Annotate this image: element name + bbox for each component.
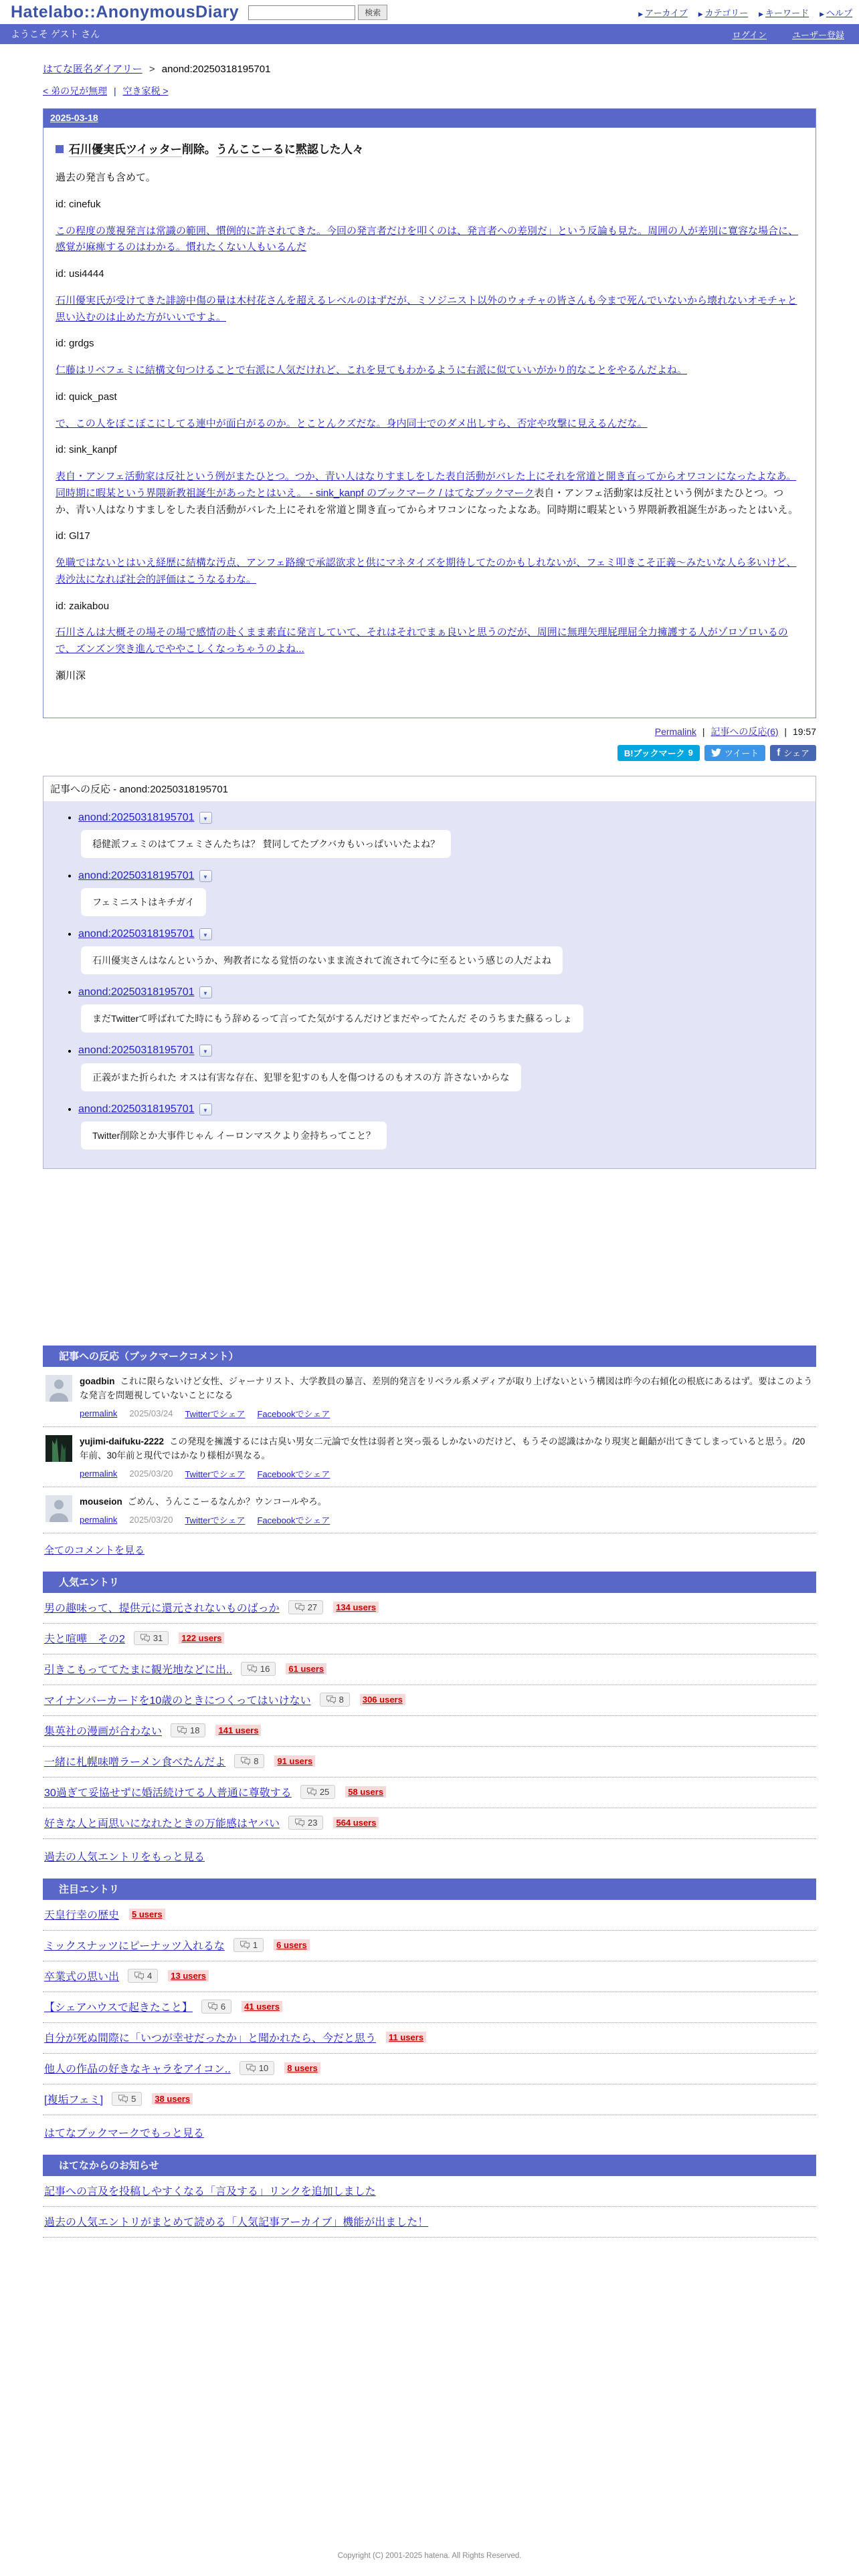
comment-bubble-icon bbox=[326, 1695, 337, 1704]
comment-count-badge[interactable] bbox=[134, 1631, 169, 1645]
notice-row bbox=[43, 2207, 816, 2238]
quote-paragraph bbox=[56, 416, 803, 433]
entry-row bbox=[43, 1961, 816, 1992]
copyright-text: Copyright (C) 2001-2025 hatena. All Rights Reserved. bbox=[337, 2551, 522, 2560]
reactions-list-area bbox=[43, 801, 816, 1168]
comment-body bbox=[80, 1435, 814, 1463]
entry-title-link[interactable]: 自分が死ぬ間際に「いつが幸せだったか」と聞かれたら、今だと思う bbox=[44, 2032, 377, 2044]
search-button[interactable]: 検索 bbox=[358, 5, 387, 20]
comment-permalink-link[interactable]: permalink bbox=[80, 1514, 118, 1525]
twitter-share-link[interactable]: Twitterでシェア bbox=[185, 1408, 246, 1419]
entry-row bbox=[43, 1931, 816, 1961]
reaction-comment: 石川優実さんはなんというか、殉教者になる覚悟のないまま流されて流されて今に至るという感じの人だよね bbox=[81, 946, 563, 974]
comment-bubble-icon bbox=[294, 1818, 305, 1827]
facebook-share-button[interactable]: f シェア bbox=[770, 745, 816, 761]
users-badge[interactable]: 41 users bbox=[242, 2001, 282, 2012]
notice-link[interactable]: 過去の人気エントリがまとめて読める「人気記事アーカイブ」機能が出ました！ bbox=[44, 2216, 429, 2228]
users-badge[interactable]: 141 users bbox=[215, 1725, 261, 1736]
entry-row bbox=[43, 2023, 816, 2054]
comment-date: 2025/03/24 bbox=[129, 1408, 173, 1418]
comment-count: 8 bbox=[254, 1755, 259, 1766]
chevron-down-icon: ▼ bbox=[203, 932, 208, 938]
breadcrumb bbox=[43, 62, 816, 76]
article-footer bbox=[43, 725, 816, 738]
users-badge[interactable]: 134 users bbox=[333, 1602, 379, 1613]
reaction-anond-link[interactable]: anond:20250318195701 bbox=[78, 1103, 195, 1115]
entry-title-link[interactable]: 30過ぎて妥協せずに婚活続けてる人普通に尊敬する bbox=[44, 1787, 292, 1799]
permalink-link[interactable]: Permalink bbox=[654, 726, 696, 737]
bookmark-count: 9 bbox=[688, 748, 693, 758]
expand-tree-button[interactable] bbox=[199, 928, 212, 940]
comment-count-badge[interactable] bbox=[201, 2000, 231, 2014]
top-header bbox=[0, 0, 859, 24]
twitter-share-link[interactable]: Twitterでシェア bbox=[185, 1515, 246, 1525]
entry-square-icon bbox=[56, 145, 64, 153]
entry-title-link[interactable]: [複垢フェミ] bbox=[44, 2094, 104, 2106]
title-text: 氏 bbox=[114, 143, 126, 156]
notices-heading: はてなからのお知らせ bbox=[43, 2155, 816, 2176]
reaction-item bbox=[78, 812, 798, 863]
title-text: 削除。 bbox=[181, 143, 216, 156]
users-badge[interactable]: 564 users bbox=[333, 1817, 379, 1828]
comment-body bbox=[80, 1375, 814, 1403]
comment-count-badge[interactable] bbox=[288, 1600, 323, 1614]
comment-count-badge[interactable] bbox=[234, 1754, 264, 1768]
entry-title-link[interactable]: ミックスナッツにピーナッツ入れるな bbox=[44, 1940, 225, 1952]
reactions-section bbox=[43, 776, 816, 1169]
reaction-comment: まだTwitterて呼ばれてた時にもう辞めるって言ってた気がするんだけどまだやってたんだ そのうちまた蘇るっしょ bbox=[81, 1004, 583, 1033]
comment-count-badge[interactable] bbox=[300, 1785, 335, 1799]
breadcrumb-separator: > bbox=[149, 64, 155, 75]
chevron-down-icon: ▼ bbox=[203, 873, 208, 880]
comment-bubble-icon bbox=[177, 1726, 187, 1735]
comment-count-badge[interactable] bbox=[128, 1969, 158, 1983]
reactions-heading: 記事への反応 - anond:20250318195701 bbox=[43, 776, 816, 801]
chevron-down-icon: ▼ bbox=[203, 1107, 208, 1113]
username: mouseion bbox=[80, 1496, 122, 1507]
reaction-anond-link[interactable]: anond:20250318195701 bbox=[78, 869, 195, 881]
featured-entries-heading: 注目エントリ bbox=[43, 1879, 816, 1900]
comment-count: 16 bbox=[260, 1663, 270, 1674]
welcome-bar bbox=[0, 24, 859, 44]
article-title bbox=[56, 140, 803, 156]
reaction-item bbox=[78, 870, 798, 922]
login-link[interactable]: ログイン bbox=[732, 29, 767, 40]
comment-permalink-link[interactable]: permalink bbox=[80, 1468, 118, 1479]
title-text: 石川優実 bbox=[69, 143, 114, 156]
comment-links bbox=[80, 1513, 814, 1526]
users-badge[interactable]: 306 users bbox=[360, 1694, 405, 1705]
footer-separator: | bbox=[784, 726, 787, 737]
article-box bbox=[43, 108, 816, 718]
commenter-id: id: usi4444 bbox=[56, 268, 104, 280]
entry-title-link[interactable]: 一緒に札幌味噌ラーメン食べたんだよ bbox=[44, 1756, 226, 1768]
users-badge[interactable]: 6 users bbox=[274, 1939, 310, 1951]
username: goadbin bbox=[80, 1376, 115, 1386]
expand-tree-button[interactable] bbox=[199, 812, 212, 824]
bookmark-comment bbox=[43, 1487, 816, 1533]
users-badge[interactable]: 58 users bbox=[345, 1786, 386, 1798]
quote-link[interactable]: この程度の蔑視発言は常識の範囲、慣例的に許されてきた。今回の発言者だけを叩くのは、発言者への差別だ」という反論も見た。周囲の人が差別に寛容な場合に、感覚が麻痺するのはわかる。慣れたくない人もいるんだ bbox=[56, 225, 799, 253]
comment-count: 8 bbox=[339, 1694, 344, 1705]
comment-count-badge[interactable] bbox=[288, 1816, 323, 1830]
comment-count-badge[interactable] bbox=[112, 2092, 142, 2106]
entry-title-link[interactable]: 好きな人と両思いになれたときの万能感はヤバい bbox=[44, 1818, 280, 1830]
entry-row bbox=[43, 1900, 816, 1931]
person-silhouette-icon bbox=[45, 1495, 72, 1522]
twitter-bird-icon bbox=[711, 748, 721, 757]
comment-count-badge[interactable] bbox=[240, 2061, 274, 2075]
entry-title-link[interactable]: 男の趣味って、提供元に還元されないものばっか bbox=[44, 1602, 280, 1614]
user-avatar bbox=[45, 1495, 72, 1522]
top-nav bbox=[638, 6, 852, 19]
commenter-id: id: Gl17 bbox=[56, 530, 90, 542]
top-nav-link[interactable]: ▶ カテゴリー bbox=[698, 8, 749, 18]
person-silhouette-icon bbox=[45, 1375, 72, 1402]
chevron-down-icon: ▼ bbox=[203, 815, 208, 822]
arrow-right-icon: ▶ bbox=[698, 11, 703, 17]
article-date-bar bbox=[43, 109, 816, 128]
commenter-id: id: cinefuk bbox=[56, 198, 101, 210]
comment-count: 18 bbox=[190, 1725, 200, 1735]
entry-row bbox=[43, 1716, 816, 1747]
reaction-comment: 穏健派フェミのはてフェミさんたちは？ 賛同してたブクバカもいっぱいいたよね？ bbox=[81, 830, 451, 858]
article-paragraph: 瀬川深 bbox=[56, 669, 86, 681]
comment-bubble-icon bbox=[207, 2002, 218, 2011]
facebook-share-link[interactable]: Facebookでシェア bbox=[257, 1408, 330, 1419]
footer-separator: | bbox=[702, 726, 705, 737]
users-badge[interactable]: 8 users bbox=[284, 2062, 320, 2074]
entry-row bbox=[43, 2054, 816, 2084]
quote-paragraph bbox=[56, 469, 803, 518]
comment-count: 1 bbox=[252, 1939, 258, 1950]
entry-title-link[interactable]: 他人の作品の好きなキャラをアイコン.. bbox=[44, 2063, 231, 2075]
comment-bubble-icon bbox=[246, 2064, 256, 2072]
reaction-comment: 正義がまた折られた オスは有害な存在、犯罪を犯すのも人を傷つけるのもオスの方 許さないからな bbox=[81, 1063, 521, 1091]
notice-link[interactable]: 記事への言及を投稿しやすくなる「言及する」リンクを追加しました bbox=[44, 2185, 376, 2197]
chevron-down-icon: ▼ bbox=[203, 990, 208, 997]
entry-row bbox=[43, 1654, 816, 1685]
quote-paragraph bbox=[56, 362, 803, 379]
facebook-share-link[interactable]: Facebookでシェア bbox=[257, 1515, 330, 1525]
more-featured-link[interactable]: はてなブックマークでもっと見る bbox=[44, 2127, 204, 2139]
comment-text: この発現を擁護するには古臭い男女二元論で女性は弱者と突っ張るしかないのだけど、もうその認識はかなり現実と齟齬が出てきてしまっていると思う。/20年前、30年前と現代ではかなり様相が異なる。 bbox=[80, 1436, 805, 1461]
expand-tree-button[interactable] bbox=[199, 986, 212, 998]
users-badge[interactable]: 91 users bbox=[274, 1755, 315, 1767]
reaction-comment: フェミニストはキチガイ bbox=[81, 888, 206, 916]
facebook-share-link[interactable]: Facebookでシェア bbox=[257, 1469, 330, 1479]
arrow-right-icon: ▶ bbox=[820, 11, 824, 17]
user-photo-avatar bbox=[45, 1435, 72, 1462]
quote-link[interactable]: 石川さんは大概その場その場で感情の赴くまま素直に発言していて、それはそれでまぁ良いと思うのだが、周囲に無理矢理屁理屈全力擁護する人がゾロゾロいるので、ズンズン突き進んでややこしくなっちゃうのよね... bbox=[56, 627, 788, 655]
notice-row bbox=[43, 2176, 816, 2207]
popular-entries-section bbox=[43, 1572, 816, 1864]
comment-count: 31 bbox=[153, 1632, 163, 1643]
entry-title-link[interactable]: 天皇行幸の歴史 bbox=[44, 1909, 120, 1921]
quote-link[interactable]: 仁藤はリベフェミに結構文句つけることで右派に人気だけれど、これを見てもわかるように右派に似ていいがかり的なことをやるんだよね。 bbox=[56, 364, 687, 376]
user-avatar bbox=[45, 1435, 72, 1462]
comment-count-badge[interactable] bbox=[233, 1938, 264, 1952]
share-buttons bbox=[43, 745, 816, 761]
entry-row bbox=[43, 1992, 816, 2023]
user-avatar bbox=[45, 1375, 72, 1402]
reaction-item bbox=[78, 1103, 798, 1155]
comment-bubble-icon bbox=[140, 1634, 151, 1642]
entry-row bbox=[43, 1747, 816, 1778]
comment-links bbox=[80, 1407, 814, 1420]
next-entry-link[interactable]: 空き家税 > bbox=[122, 86, 169, 96]
arrow-right-icon: ▶ bbox=[759, 11, 764, 17]
expand-tree-button[interactable] bbox=[199, 1045, 212, 1057]
breadcrumb-current: anond:20250318195701 bbox=[161, 64, 271, 75]
comment-count-badge[interactable] bbox=[320, 1693, 350, 1707]
comment-count: 23 bbox=[308, 1817, 318, 1828]
reaction-anond-link[interactable]: anond:20250318195701 bbox=[78, 1045, 195, 1057]
comment-body bbox=[80, 1495, 814, 1509]
twitter-share-link[interactable]: Twitterでシェア bbox=[185, 1469, 246, 1479]
prev-next-separator: | bbox=[113, 86, 116, 96]
article-body bbox=[43, 128, 816, 718]
bookmark-comments-heading: 記事への反応（ブックマークコメント） bbox=[43, 1346, 816, 1367]
search-input[interactable] bbox=[248, 5, 355, 20]
commenter-id: id: quick_past bbox=[56, 391, 117, 403]
more-popular-link[interactable]: 過去の人気エントリをもっと見る bbox=[44, 1851, 205, 1863]
comment-bubble-icon bbox=[240, 1941, 250, 1949]
comment-bubble-icon bbox=[294, 1603, 305, 1612]
entry-row bbox=[43, 1624, 816, 1654]
main-column bbox=[43, 62, 816, 2560]
quote-paragraph bbox=[56, 625, 803, 658]
entry-row bbox=[43, 1778, 816, 1808]
notices-section bbox=[43, 2155, 816, 2238]
entry-title-link[interactable]: 夫と喧嘩 その2 bbox=[44, 1633, 125, 1645]
comment-text: ごめん、うんここーるなんか？ウンコールやろ。 bbox=[127, 1496, 327, 1507]
article-paragraph: 過去の発言も含めて。 bbox=[56, 172, 156, 183]
reaction-item bbox=[78, 1045, 798, 1096]
quote-paragraph bbox=[56, 555, 803, 588]
top-nav-link[interactable]: ▶ キーワード bbox=[759, 8, 809, 18]
comment-count-badge[interactable] bbox=[241, 1662, 276, 1676]
reaction-item bbox=[78, 986, 798, 1038]
title-text: 黙認 bbox=[295, 143, 318, 156]
quote-link[interactable]: 石川優実氏が受けてきた誹謗中傷の量は木村花さんを超えるレベルのはずだが、ミソジニスト以外のウォチャの皆さんも今まで死んでいないから壊れないオモチャと思い込むのは止めた方がいいですよ。 bbox=[56, 294, 797, 323]
comment-count: 6 bbox=[220, 2001, 226, 2012]
comment-count: 4 bbox=[147, 1970, 153, 1981]
hatena-bookmark-button[interactable]: B!ブックマーク 9 bbox=[617, 745, 700, 761]
title-text: うんここーる bbox=[215, 143, 284, 156]
entry-row bbox=[43, 1808, 816, 1839]
entry-row bbox=[43, 2084, 816, 2115]
article-date-link[interactable]: 2025-03-18 bbox=[50, 112, 98, 123]
comment-bubble-icon bbox=[306, 1788, 317, 1796]
see-all-comments-link[interactable]: 全てのコメントを見る bbox=[44, 1544, 145, 1556]
users-badge[interactable]: 61 users bbox=[286, 1663, 326, 1675]
reaction-comment: Twitter削除とか大事件じゃん イーロンマスクより金持ちってこと？ bbox=[81, 1121, 387, 1150]
comment-count-badge[interactable] bbox=[171, 1723, 205, 1737]
prev-entry-link[interactable]: < 弟の兄が無理 bbox=[43, 86, 108, 96]
entry-row bbox=[43, 1593, 816, 1624]
comment-bubble-icon bbox=[118, 2095, 128, 2103]
comment-count: 5 bbox=[131, 2093, 136, 2104]
welcome-text: ようこそ ゲスト さん bbox=[11, 29, 100, 39]
reaction-anond-link[interactable]: anond:20250318195701 bbox=[78, 811, 195, 823]
username: yujimi-daifuku-2222 bbox=[80, 1436, 165, 1446]
entry-title-link[interactable]: 集英社の漫画が合わない bbox=[44, 1725, 163, 1737]
bookmark-comments-section bbox=[43, 1346, 816, 1557]
expand-tree-button[interactable] bbox=[199, 1103, 212, 1115]
top-nav-link[interactable]: ▶ ヘルプ bbox=[820, 8, 852, 18]
entry-row bbox=[43, 1685, 816, 1716]
reaction-item bbox=[78, 928, 798, 980]
users-badge[interactable]: 5 users bbox=[129, 1909, 165, 1920]
top-nav-link[interactable]: ▶ アーカイブ bbox=[638, 8, 688, 18]
comment-bubble-icon bbox=[240, 1757, 251, 1765]
commenter-id: id: sink_kanpf bbox=[56, 444, 117, 456]
commenter-id: id: zaikabou bbox=[56, 600, 110, 612]
users-badge[interactable]: 11 users bbox=[386, 2032, 426, 2043]
quote-paragraph bbox=[56, 293, 803, 326]
featured-entries-section bbox=[43, 1879, 816, 2140]
quote-link[interactable]: で、この人をぼこぼこにしてる連中が面白がるのか。とことんクズだな。身内同士でのダメ出しすら、否定や攻撃に見えるんだな。 bbox=[56, 417, 648, 429]
comment-count: 25 bbox=[319, 1786, 330, 1797]
post-time: 19:57 bbox=[792, 726, 816, 737]
bookmark-comment bbox=[43, 1427, 816, 1487]
facebook-f-icon: f bbox=[777, 747, 781, 758]
comment-date: 2025/03/20 bbox=[129, 1514, 173, 1525]
comment-permalink-link[interactable]: permalink bbox=[80, 1408, 118, 1418]
comment-count: 10 bbox=[258, 2062, 269, 2073]
title-text: に bbox=[284, 143, 296, 156]
bookmark-comment bbox=[43, 1367, 816, 1427]
comment-date: 2025/03/20 bbox=[129, 1468, 173, 1479]
quote-paragraph bbox=[56, 223, 803, 257]
breadcrumb-home-link[interactable]: はてな匿名ダイアリー bbox=[43, 64, 142, 75]
quote-link[interactable]: 表自・アンフェ活動家は反社という例がまたひとつ。つか、青い人はなりすましをした表自活動がバレた上にそれを常道と開き直ってからオワコンになったよなあ。同時期に暇某という界隈新教祖誕生があったとはいえ。 - sink_kanpf のブックマーク / はてなブックマーク bbox=[56, 471, 797, 499]
reaction-anond-link[interactable]: anond:20250318195701 bbox=[78, 986, 195, 998]
chevron-down-icon: ▼ bbox=[203, 1049, 208, 1055]
entry-title-link[interactable]: 卒業式の思い出 bbox=[44, 1971, 120, 1983]
reaction-anond-link[interactable]: anond:20250318195701 bbox=[78, 928, 195, 940]
popular-entries-heading: 人気エントリ bbox=[43, 1572, 816, 1593]
entry-title-link[interactable]: 【シェアハウスで起きたこと】 bbox=[44, 2002, 193, 2014]
search-form bbox=[248, 5, 387, 20]
expand-tree-button[interactable] bbox=[199, 870, 212, 882]
comment-text: これに限らないけど女性、ジャーナリスト、大学教員の暴言、差別的発言をリベラル系メディアが取り上げないという構図は昨今の右傾化の根底にあるはず。要はこのような発言を問題視していないことになる bbox=[80, 1376, 813, 1400]
site-logo: Hatelabo::AnonymousDiary bbox=[11, 3, 240, 21]
entry-title-link[interactable]: マイナンバーカードを10歳のときにつくってはいけない bbox=[44, 1695, 311, 1707]
entry-title-link[interactable]: 引きこもっててたまに観光地などに出.. bbox=[44, 1664, 232, 1676]
commenter-id: id: grdgs bbox=[56, 338, 94, 350]
tweet-button[interactable]: ツイート bbox=[704, 745, 765, 761]
article-reactions-link[interactable]: 記事への反応(6) bbox=[710, 726, 779, 737]
comment-count: 27 bbox=[307, 1602, 318, 1612]
quote-link[interactable]: 免職ではないとはいえ経歴に結構な汚点、アンフェ路線で承認欲求と供にマネタイズを期待してたのかもしれないが、フェミ叩きこそ正義〜みたいな人ら多いけど、表沙汰になれば社会的評価はこうなるわな。 bbox=[56, 557, 797, 585]
register-link[interactable]: ユーザー登録 bbox=[791, 29, 844, 40]
title-text: ツイッター bbox=[126, 143, 182, 156]
comment-links bbox=[80, 1467, 814, 1480]
users-badge[interactable]: 38 users bbox=[152, 2093, 193, 2105]
users-badge[interactable]: 122 users bbox=[179, 1632, 224, 1644]
arrow-right-icon: ▶ bbox=[638, 11, 644, 17]
comment-bubble-icon bbox=[134, 1971, 145, 1980]
comment-bubble-icon bbox=[247, 1665, 258, 1673]
users-badge[interactable]: 13 users bbox=[168, 1970, 209, 1981]
quote-tail-text: 表自・アンフェ活動家は反社という例がまたひとつ。つか、青い人はなりすましをした表自活動がバレた上にそれを常道と開き直ってからオワコンになったよなあ。同時期に暇某という界隈新教祖誕生があったとはいえ。 bbox=[56, 487, 799, 516]
prev-next-nav bbox=[43, 84, 816, 98]
title-text: した人々 bbox=[318, 143, 364, 156]
